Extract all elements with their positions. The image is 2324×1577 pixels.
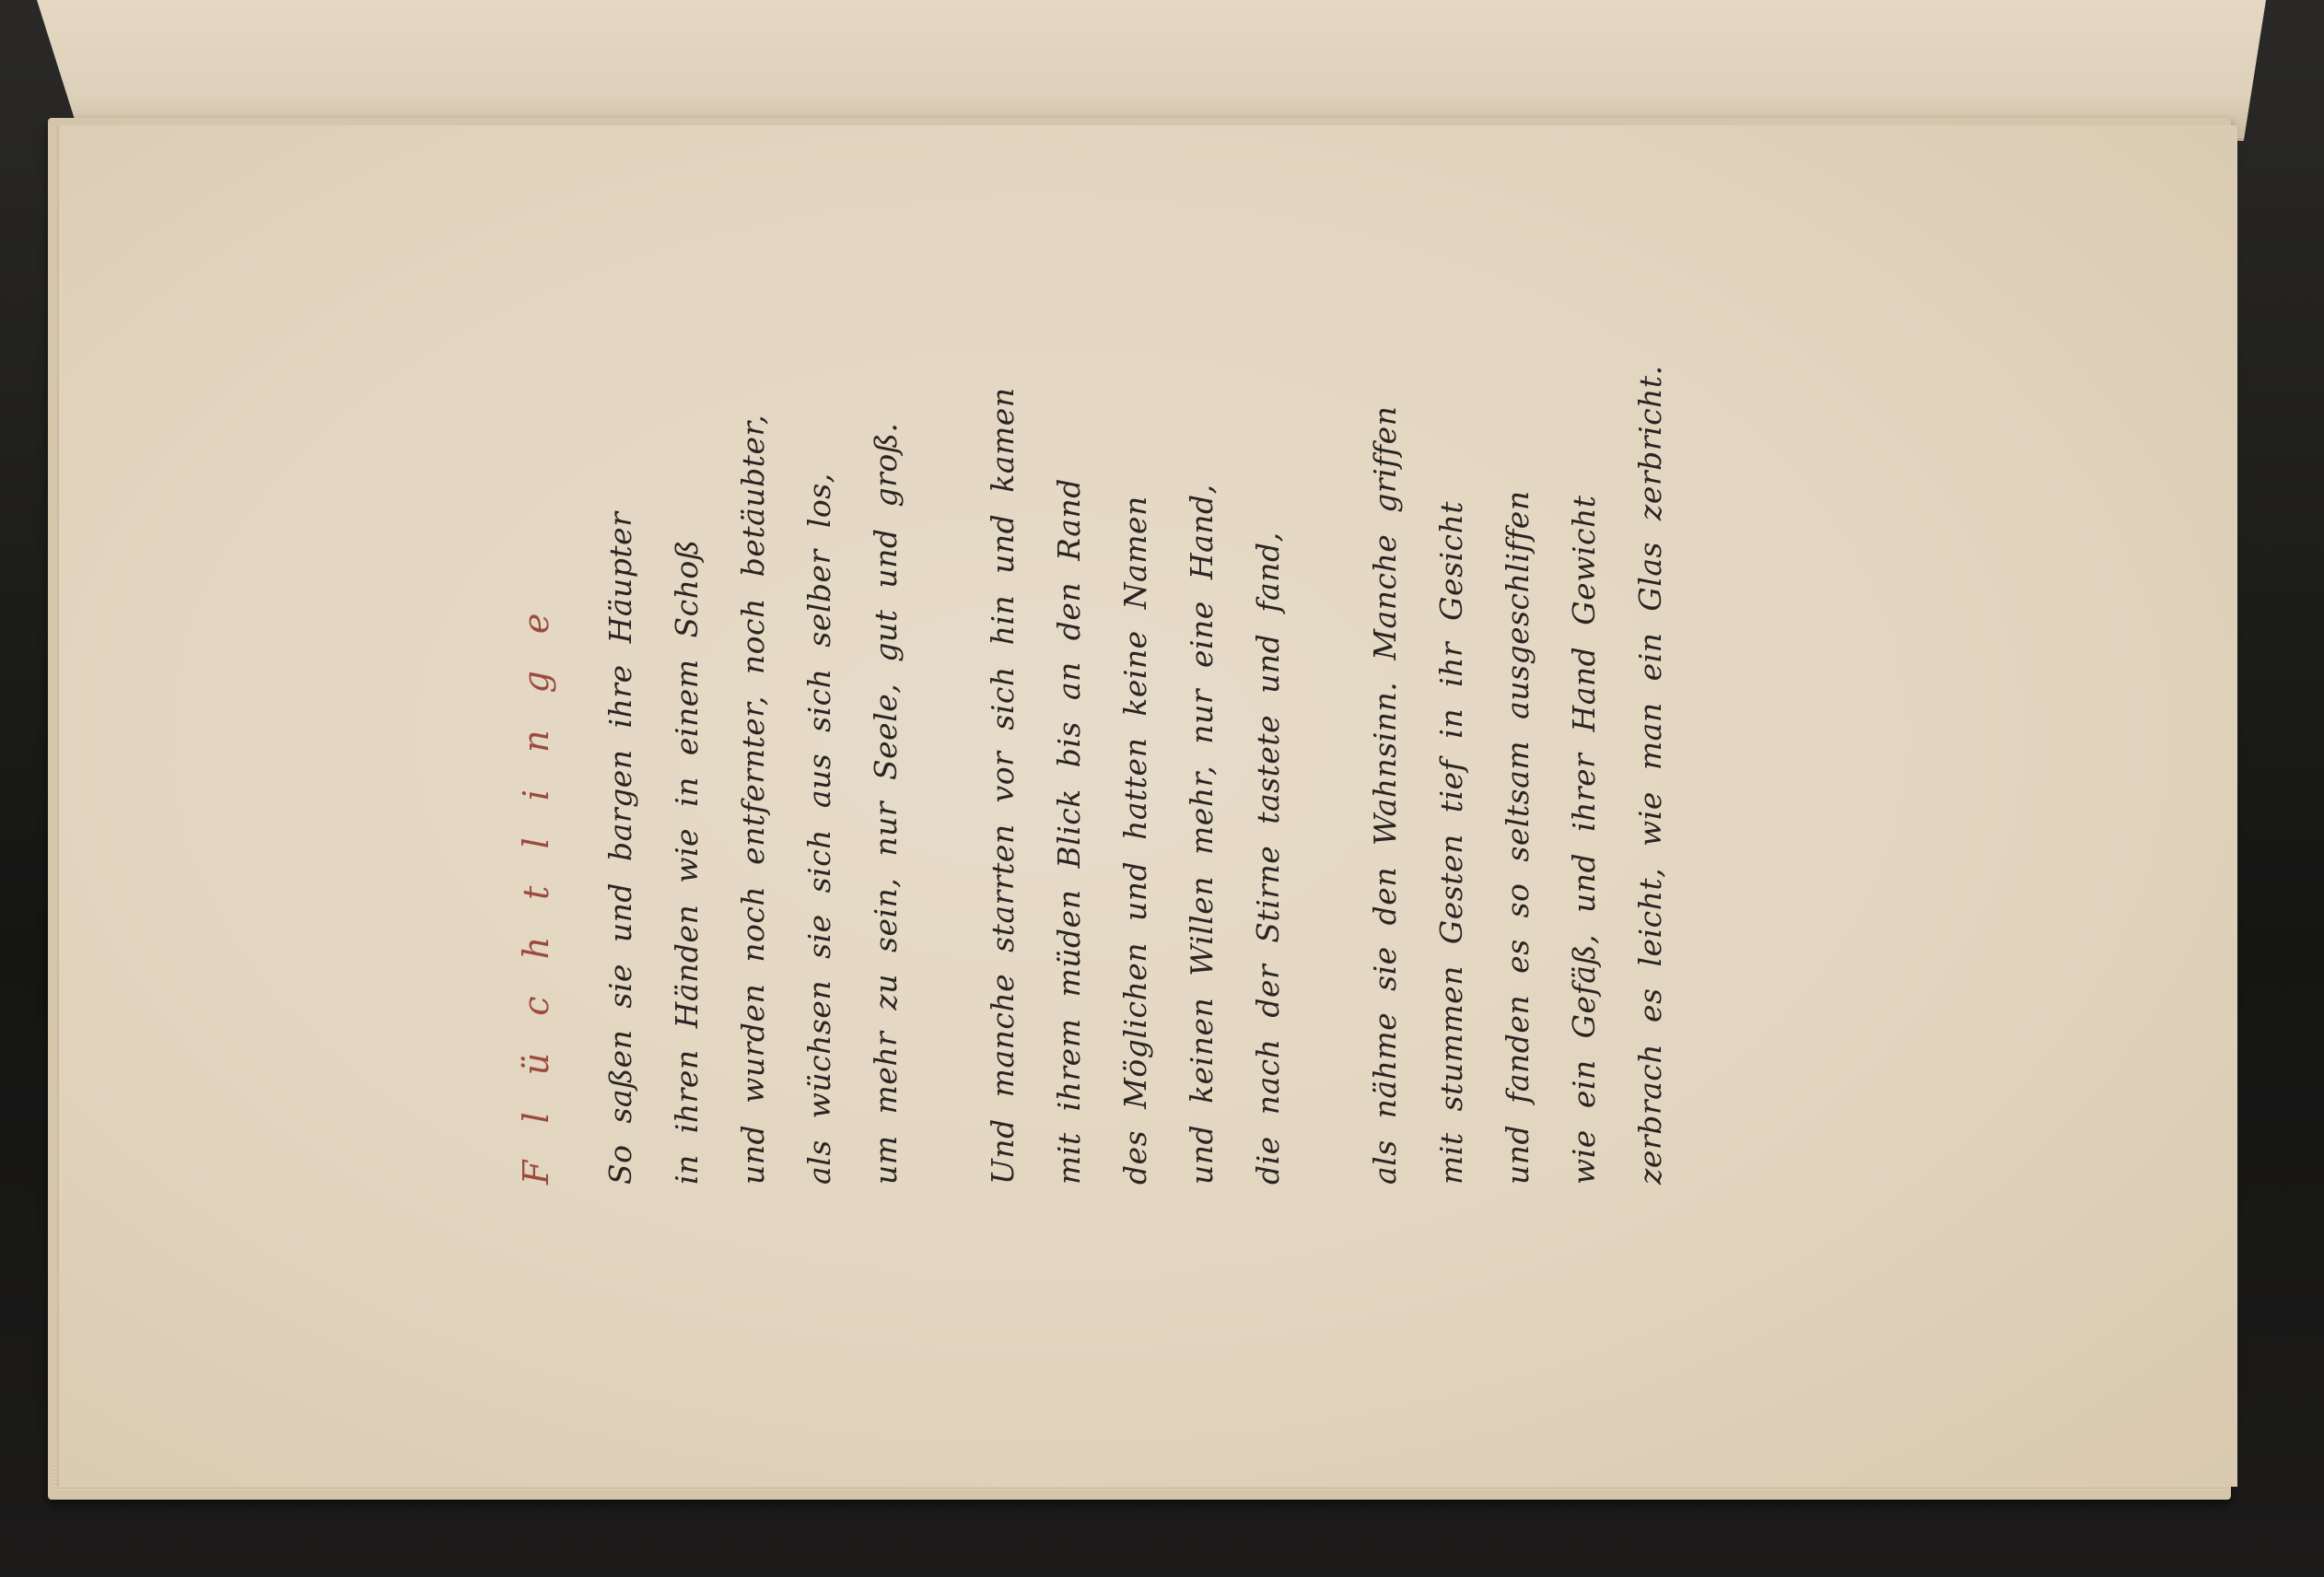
stanza-3 (1352, 365, 1684, 1185)
poem-line: mit ihrem müden Blick bis an den Rand (1051, 478, 1087, 1185)
poem-line: und wurden noch entfernter, noch betäubter, (735, 414, 771, 1185)
poem-line: wie ein Gefäß, und ihrer Hand Gewicht (1566, 495, 1602, 1185)
poem-line: zerbrach es leicht, wie man ein Glas zerbricht. (1632, 365, 1668, 1185)
poem-line: und fanden es so seltsam ausgeschliffen (1500, 490, 1536, 1185)
poem-line: mit stummen Gesten tief in ihr Gesicht (1433, 500, 1469, 1185)
poem-line: als nähme sie den Wahnsinn. Manche griffen (1367, 405, 1403, 1185)
poem-line: des Möglichen und hatten keine Namen (1117, 496, 1153, 1185)
poem-line: in ihren Händen wie in einem Schoß (669, 539, 705, 1185)
poem-line: So saßen sie und bargen ihre Häupter (602, 511, 638, 1185)
poem-line: als wüchsen sie sich aus sich selber los, (801, 473, 837, 1185)
poem-line: die nach der Stirne tastete und fand, (1250, 532, 1286, 1185)
stanza-1 (588, 415, 919, 1185)
poem-line: um mehr zu sein, nur Seele, gut und groß. (868, 422, 904, 1185)
poem-text-block (403, 49, 1668, 1338)
poem-line: und keinen Willen mehr, nur eine Hand, (1184, 484, 1220, 1185)
poem-line: Und manche starrten vor sich hin und kamen (985, 387, 1021, 1185)
poem-title: F l ü c h t l i n g e (516, 600, 556, 1185)
stanza-2 (970, 387, 1302, 1185)
